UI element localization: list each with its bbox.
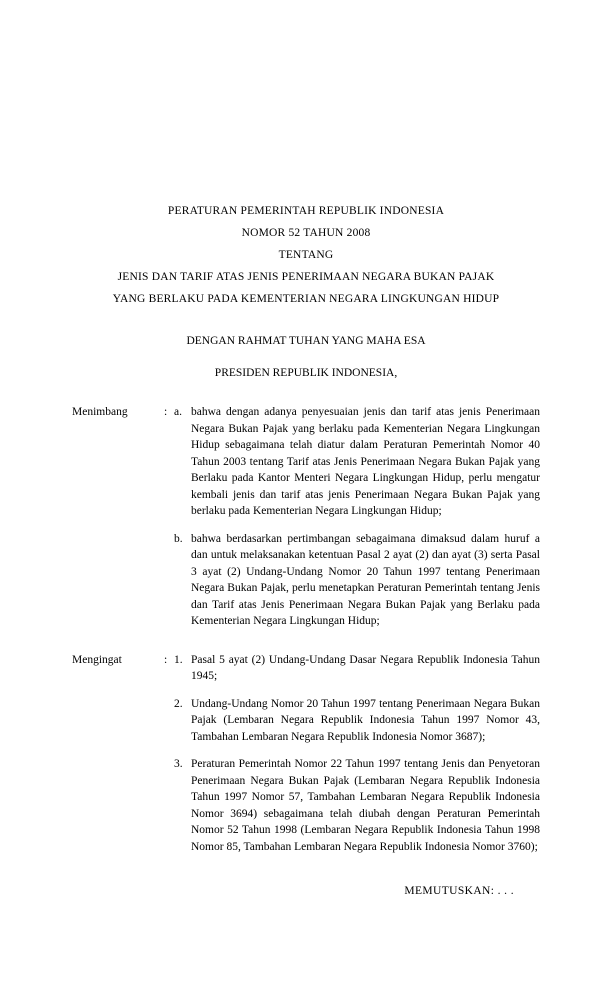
- item-marker: 3.: [174, 758, 183, 770]
- item-marker: a.: [174, 406, 182, 418]
- item-text: Undang-Undang Nomor 20 Tahun 1997 tentang Penerimaan Negara Bukan Pajak (Lembaran Negara Republik Indonesia Tahun 1997 Nomor 43, Tambahan Lembaran Negara Republik Indonesia Nomor 3687);: [191, 697, 540, 743]
- considering-items: [174, 404, 540, 630]
- considering-label: Menimbang: [72, 406, 128, 418]
- list-item: [174, 696, 540, 746]
- heading-line-1: PERATURAN PEMERINTAH REPUBLIK INDONESIA: [167, 205, 445, 217]
- authority-line: PRESIDEN REPUBLIK INDONESIA,: [214, 367, 398, 379]
- list-item: [174, 531, 540, 630]
- document-heading: [72, 200, 540, 310]
- list-item: [174, 652, 540, 685]
- remembering-label: Mengingat: [72, 653, 122, 666]
- item-text: bahwa berdasarkan pertimbangan sebagaimana dimaksud dalam huruf a dan untuk melaksanakan ketentuan Pasal 2 ayat (2) dan ayat (3) serta Pasal 3 ayat (2) Undang-Undang Nomor 20 Tahun 1997 tentang Penerimaan Negara Bukan Pajak, perlu menetapkan Peraturan Pemerintah tentang Jenis dan Tarif atas Jenis Penerimaan Negara Bukan Pajak yang Berlaku pada Kementerian Negara Lingkungan Hidup;: [191, 532, 540, 627]
- heading-line-3: TENTANG: [278, 249, 334, 261]
- item-marker: 1.: [174, 653, 183, 666]
- remembering-items: [174, 652, 540, 856]
- heading-line-4: JENIS DAN TARIF ATAS JENIS PENERIMAAN NEGARA BUKAN PAJAK: [117, 271, 495, 283]
- heading-line-2: NOMOR 52 TAHUN 2008: [241, 227, 371, 239]
- list-item: [174, 404, 540, 520]
- item-text: bahwa dengan adanya penyesuaian jenis dan tarif atas jenis Penerimaan Negara Bukan Pajak yang berlaku pada Kementerian Negara Lingkungan Hidup sebagaimana telah diatur dalam Peraturan Pemerintah Nomor 40 Tahun 2003 tentang Tarif atas Jenis Penerimaan Negara Bukan Pajak yang Berlaku pada Kantor Menteri Negara Lingkungan Hidup, perlu mengatur kembali jenis dan tarif atas jenis Penerimaan Negara Bukan Pajak yang berlaku pada Kementerian Negara Lingkungan Hidup;: [191, 406, 540, 517]
- continuation-footer: MEMUTUSKAN: . . .: [404, 885, 514, 897]
- item-marker: b.: [174, 532, 183, 545]
- considering-clause: [72, 404, 540, 630]
- item-marker: 2.: [174, 697, 183, 710]
- considering-colon: :: [164, 406, 168, 418]
- remembering-colon: :: [164, 653, 168, 666]
- spacer-after-blessing: [72, 352, 540, 362]
- remembering-clause: [72, 652, 540, 856]
- spacer-between-clauses: [72, 642, 540, 652]
- spacer-after-heading: [72, 310, 540, 330]
- list-item: [174, 756, 540, 855]
- spacer-after-authority: [72, 384, 540, 404]
- item-text: Peraturan Pemerintah Nomor 22 Tahun 1997 tentang Jenis dan Penyetoran Penerimaan Negara Bukan Pajak (Lembaran Negara Republik Indonesia Tahun 1997 Nomor 57, Tambahan Lembaran Negara Republik Indonesia Nomor 3694) sebagaimana telah diubah dengan Peraturan Pemerintah Nomor 52 Tahun 1998 (Lembaran Negara Republik Indonesia Tahun 1998 Nomor 85, Tambahan Lembaran Negara Republik Indonesia Nomor 3760);: [191, 758, 540, 853]
- heading-line-5: YANG BERLAKU PADA KEMENTERIAN NEGARA LINGKUNGAN HIDUP: [112, 293, 500, 305]
- document-body: [72, 200, 540, 897]
- blessing-line: DENGAN RAHMAT TUHAN YANG MAHA ESA: [186, 335, 426, 347]
- item-text: Pasal 5 ayat (2) Undang-Undang Dasar Negara Republik Indonesia Tahun 1945;: [191, 653, 540, 682]
